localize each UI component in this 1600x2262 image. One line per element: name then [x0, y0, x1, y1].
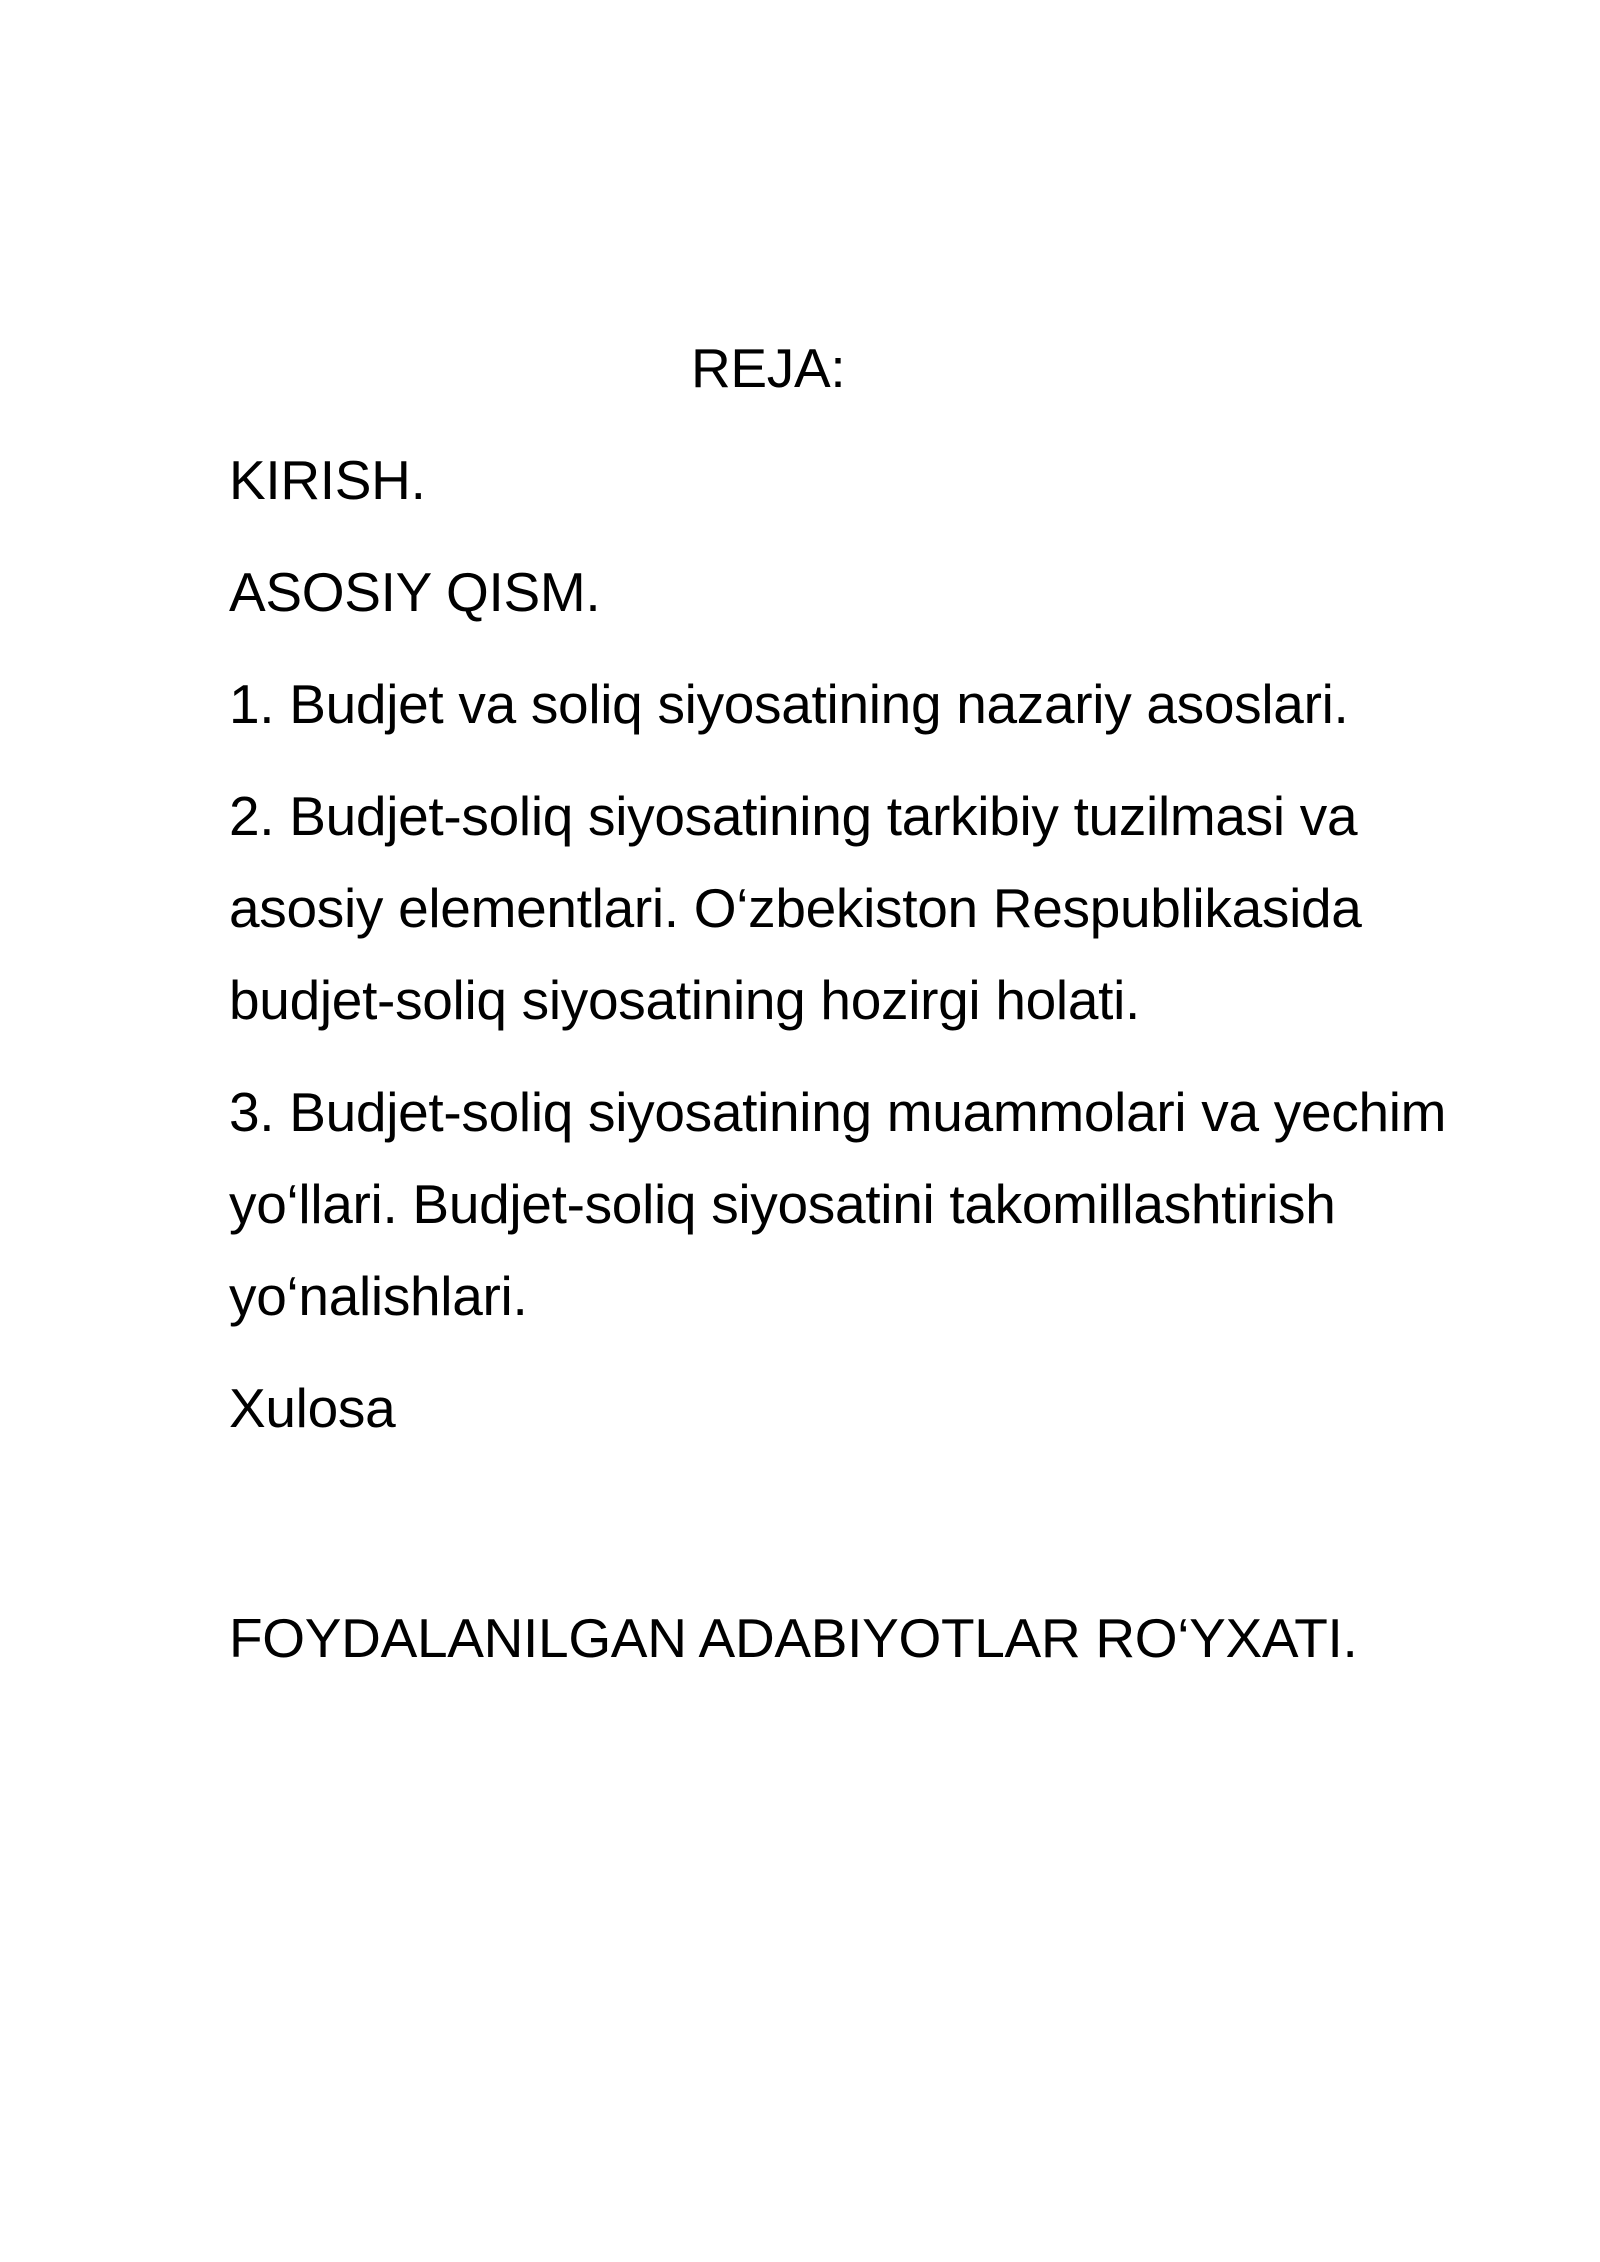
plan-content [229, 322, 1479, 1704]
plan-item-3: 3. Budjet-soliq siyosatining muammolari va yechim yo‘llari. Budjet-soliq siyosatini takomillashtirish yo‘nalishlari. [229, 1081, 1447, 1327]
plan-item-1: 1. Budjet va soliq siyosatining nazariy asoslari. [229, 673, 1349, 735]
plan-item-2: 2. Budjet-soliq siyosatining tarkibiy tuzilmasi va asosiy elementlari. O‘zbekiston Respublikasida budjet-soliq siyosatining hozirgi holati. [229, 785, 1362, 1031]
main-part-heading: ASOSIY QISM. [229, 561, 601, 623]
spacer [229, 1474, 1479, 1592]
references-heading: FOYDALANILGAN ADABIYOTLAR RO‘YXATI. [229, 1607, 1358, 1669]
conclusion-heading: Xulosa [229, 1377, 396, 1439]
page-title: REJA: [691, 337, 846, 399]
intro-heading: KIRISH. [229, 449, 426, 511]
